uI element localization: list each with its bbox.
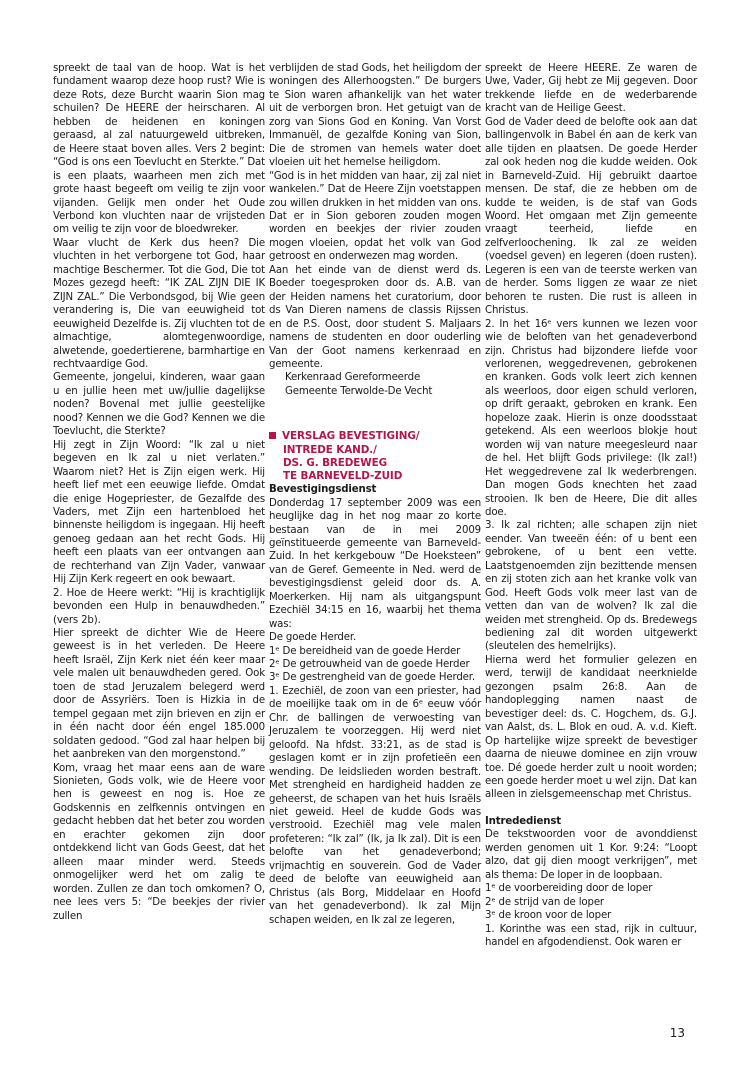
column-2 xyxy=(269,62,481,927)
paragraph: Hier spreekt de dichter Wie de Heere geweest is in het verleden. De Heere heeft Israël, Zijn Kerk niet één keer maar vele malen uit benauwdheden gered. Ook toen de stad Jeruzalem belegerd werd door de Assyriërs. Toen is Hizkia in de tempel gegaan met zijn brieven en zijn er in één nacht door één engel 185.000 soldaten gedood. “God zal haar helpen bij het aanbreken van den morgenstond.” xyxy=(53,628,265,761)
paragraph: 2. In het 16ᵉ vers kunnen we lezen voor wie de beloften van het genadeverbond zijn. Christus had bijzondere liefde voor verlorenen, weggedrevenen, gebrokenen en kranken. Gods volk leert zich kennen als weerloos, door eigen schuld verloren, op drift geraakt, gebroken en krank. Een hopeloze zaak. Hierin is onze doodsstaat getekend. Als een weerloos blokje hout worden wij van nature meegesleurd naar de hel. Het blijft Gods privilege: (Ik zal!) Het weggedrevene zal Ik wederbrengen. Dan mogen Gods knechten het zaad strooien. Ik ben de Heere, Die dit alles doe. xyxy=(485,318,697,518)
subheading: Intrededienst xyxy=(485,815,561,827)
list-item: 3ᵉ De gestrengheid van de goede Herder. xyxy=(269,672,475,684)
paragraph: Gemeente, jongelui, kinderen, waar gaan u en jullie heen met uw/jullie dagelijkse noden? Bovenal met jullie geestelijke nood? Kennen we die God? Kennen we die Toevlucht, die Sterkte? xyxy=(53,372,265,438)
paragraph: Donderdag 17 september 2009 was een heuglijke dag in het nog maar zo korte bestaan van de in mei 2009 geïnstitueerde gemeente van Barneveld-Zuid. In het kerkgebouw “De Hoeksteen” van de Geref. Gemeente in Ned. werd de bevestigingsdienst geleid door ds. A. Moerkerken. Hij nam als uitgangspunt Ezechiël 34:15 en 16, waarbij het thema was: xyxy=(269,497,481,630)
paragraph: Waar vlucht de Kerk dus heen? Die vluchten in het verborgene tot God, haar machtige Beschermer. Tot die God, Die tot Mozes gezegd heeft: “IK ZAL ZIJN DIE IK ZIJN ZAL.” Die Verbondsgod, bij Wie geen verandering is, Die van eeuwigheid tot eeuwigheid Dezelfde is. Zij vluchten tot de almachtige, alomtegenwoordige, alwetende, goedertierene, barmhartige en rechtvaardige God. xyxy=(53,237,265,370)
section-title xyxy=(269,430,481,483)
paragraph: spreekt de taal van de hoop. Wat is het fundament waarop deze hoop rust? Wie is deze Rots, deze Burcht waarin Sion mag schuilen? De HEERE der heirscharen. Al hebben de heidenen en koningen geraasd, al zal natuurgeweld uitbreken, de Heere staat boven alles. Vers 2 begint: “God is ons een Toevlucht en Sterkte.” Dat is een plaats, waarheen men zich met grote haast begeeft om veilig te zijn voor vijanden. Gelijk men onder het Oude Verbond kon vluchten naar de vrijsteden om veilig te zijn voor de bloedwreker. xyxy=(53,63,265,236)
list-item: 1ᵉ De bereidheid van de goede Herder xyxy=(269,645,461,657)
paragraph: Hierna werd het formulier gelezen en werd, terwijl de kandidaat neerknielde gezongen psalm 26:8. Aan de handoplegging namen naast de bevestiger deel: ds. C. Hogchem, ds. G.J. van Aalst, ds. L. Blok en oud. A. v.d. Kieft. Op hartelijke wijze spreekt de bevestiger daarna de nieuwe dominee en zijn vrouw toe. Dé goede herder zult u nooit worden; een goede herder moet u wel zijn. Dat kan alleen in zielsgemeenschap met Christus. xyxy=(485,654,697,801)
subheading: Bevestigingsdienst xyxy=(269,484,377,496)
paragraph: 2. Hoe de Heere werkt: “Hij is krachtiglijk bevonden een Hulp in benauwdheden.” (vers 2b). xyxy=(53,587,265,626)
paragraph: God de Vader deed de belofte ook aan dat ballingenvolk in Babel én aan de kerk van alle tijden en plaatsen. De goede Herder zal ook heden nog die kudde weiden. Ook in Barneveld-Zuid. Hij gebruikt daartoe mensen. De staf, die ze hebben om de kudde te weiden, is de staf van Gods Woord. Het omgaan met Zijn gemeente vraagt teerheid, liefde en zelfverloochening. Ik zal ze weiden (voedsel geven) en legeren (doen rusten). Legeren is een van de teerste werken van de herder. Soms liggen ze waar ze niet behoren te rusten. Die rust is alleen in Christus. xyxy=(485,116,697,317)
page-number: 13 xyxy=(669,1026,685,1040)
section-title-line: TE BARNEVELD-ZUID xyxy=(283,469,403,482)
paragraph: “God is in het midden van haar, zij zal niet wankelen.” Dat de Heere Zijn voetstappen zou willen drukken in het midden van ons. Dat er in Sion geboren zouden mogen worden en beekjes der rivier zouden mogen vloeien, opdat het volk van God getroost en onderwezen mag worden. xyxy=(269,170,481,263)
paragraph: Kom, vraag het maar eens aan de ware Sionieten, Gods volk, wie de Heere voor hen is geweest en nog is. Hoe ze Godskennis en zelfkennis ontvingen en gedacht hebben dat het beter zou worden en erachter gekomen zijn door ontdekkend licht van Gods Geest, dat het alleen maar minder werd. Steeds onmogelijker werd het om zalig te worden. Zullen ze dan toch omkomen? O, nee lees vers 5: “De beekjes der rivier zullen xyxy=(53,762,265,922)
paragraph: Hij zegt in Zijn Woord: “Ik zal u niet begeven en Ik zal u niet verlaten.” Waarom niet? Het is Zijn eigen werk. Hij heeft lief met een eeuwige liefde. Omdat die enige Hogepriester, de Gezalfde des Vaders, met Zijn een hartenbloed het binnenste heiligdom is ingegaan. Hij heeft genoeg gedaan aan het recht Gods. Hij heeft een plaats van eer ontvangen aan de rechterhand van Zijn Vader, vanwaar Hij Zijn Kerk regeert en ook bewaart. xyxy=(53,439,265,586)
list-item: 3ᵉ de kroon voor de loper xyxy=(485,910,612,922)
paragraph: 1. Korinthe was een stad, rijk in cultuur, handel en afgodendienst. Ook waren er xyxy=(485,923,697,948)
section-title-line: DS. G. BREDEWEG xyxy=(283,456,388,469)
paragraph: spreekt de Heere HEERE. Ze waren de Uwe, Vader, Gij hebt ze Mij gegeven. Door trekkende liefde en de wederbarende kracht van de Heilige Geest. xyxy=(485,63,697,115)
section-title-line: VERSLAG BEVESTIGING/ xyxy=(282,430,420,443)
bullet-square-icon xyxy=(269,432,276,439)
list-item: 2ᵉ de strijd van de loper xyxy=(485,896,604,908)
paragraph: Aan het einde van de dienst werd ds. Boeder toegesproken door ds. A.B. van der Heiden namens het curatorium, door ds Van Dieren namens de classis Rijssen en de P.S. Oost, door student S. Maljaars namens de studenten en door ouderling Van der Goot namens kerkenraad en gemeente. xyxy=(269,264,481,370)
signature-line: Kerkenraad Gereformeerde xyxy=(285,372,421,384)
paragraph: De goede Herder. xyxy=(269,632,357,644)
paragraph: 1. Ezechiël, de zoon van een priester, had de moeilijke taak om in de 6ᵉ eeuw vóór Chr. de ballingen de verwoesting van Jeruzalem te voorzeggen. Hij werd niet geloofd. Na hfdst. 33:21, as de stad is geslagen komt er in zijn profetieën een wending. De leidslieden worden bestraft. Met strengheid en hardigheid hadden ze geheerst, de schapen van het huis Israëls niet geweid. Heel de kudde Gods was verstrooid. Ezechiël mag vele malen profeteren: “Ik zal” (Ik, ja Ik zal). Dit is een belofte van het genadeverbond; vrijmachtig en souverein. God de Vader deed de belofte van eeuwigheid aan Christus (als Borg, Middelaar en Hoofd van het genadeverbond). Ik zal Mijn schapen weiden, en Ik zal ze legeren, xyxy=(269,685,481,926)
column-3 xyxy=(485,62,697,949)
list-item: 2ᵉ De getrouwheid van de goede Herder xyxy=(269,659,470,671)
section-title-line: INTREDE KAND./ xyxy=(283,443,377,456)
column-1 xyxy=(53,62,265,923)
paragraph: De tekstwoorden voor de avonddienst werden genomen uit 1 Kor. 9:24: “Loopt alzo, dat gij dien moogt verkrijgen”, met als thema: De loper in de loopbaan. xyxy=(485,829,697,881)
signature-line: Gemeente Terwolde-De Vecht xyxy=(285,385,433,397)
list-item: 1ᵉ de voorbereiding door de loper xyxy=(485,883,653,895)
paragraph: 3. Ik zal richten; alle schapen zijn niet eender. Van tweeën één: of u bent een gebrokene, of u bent een vette. Laatstgenoemden zijn bezittende mensen en zij stoten zich aan het kranke volk van God. Heeft Gods volk meer last van de vetten dan van de wolven? Ik zal die weiden met strengheid. Op ds. Bredewegs bediening zal dit worden uitgewerkt (sleutelen des hemelrijks). xyxy=(485,520,697,653)
paragraph: verblijden de stad Gods, het heiligdom der woningen des Allerhoogsten.” De burgers te Sion waren afhankelijk van het water uit de verborgen bron. Het getuigt van de zorg van Sions God en Koning. Van Vorst Immanuël, de gezalfde Koning van Sion, Die de stromen van hemels water doet vloeien uit het hemelse heiligdom. xyxy=(269,63,481,169)
